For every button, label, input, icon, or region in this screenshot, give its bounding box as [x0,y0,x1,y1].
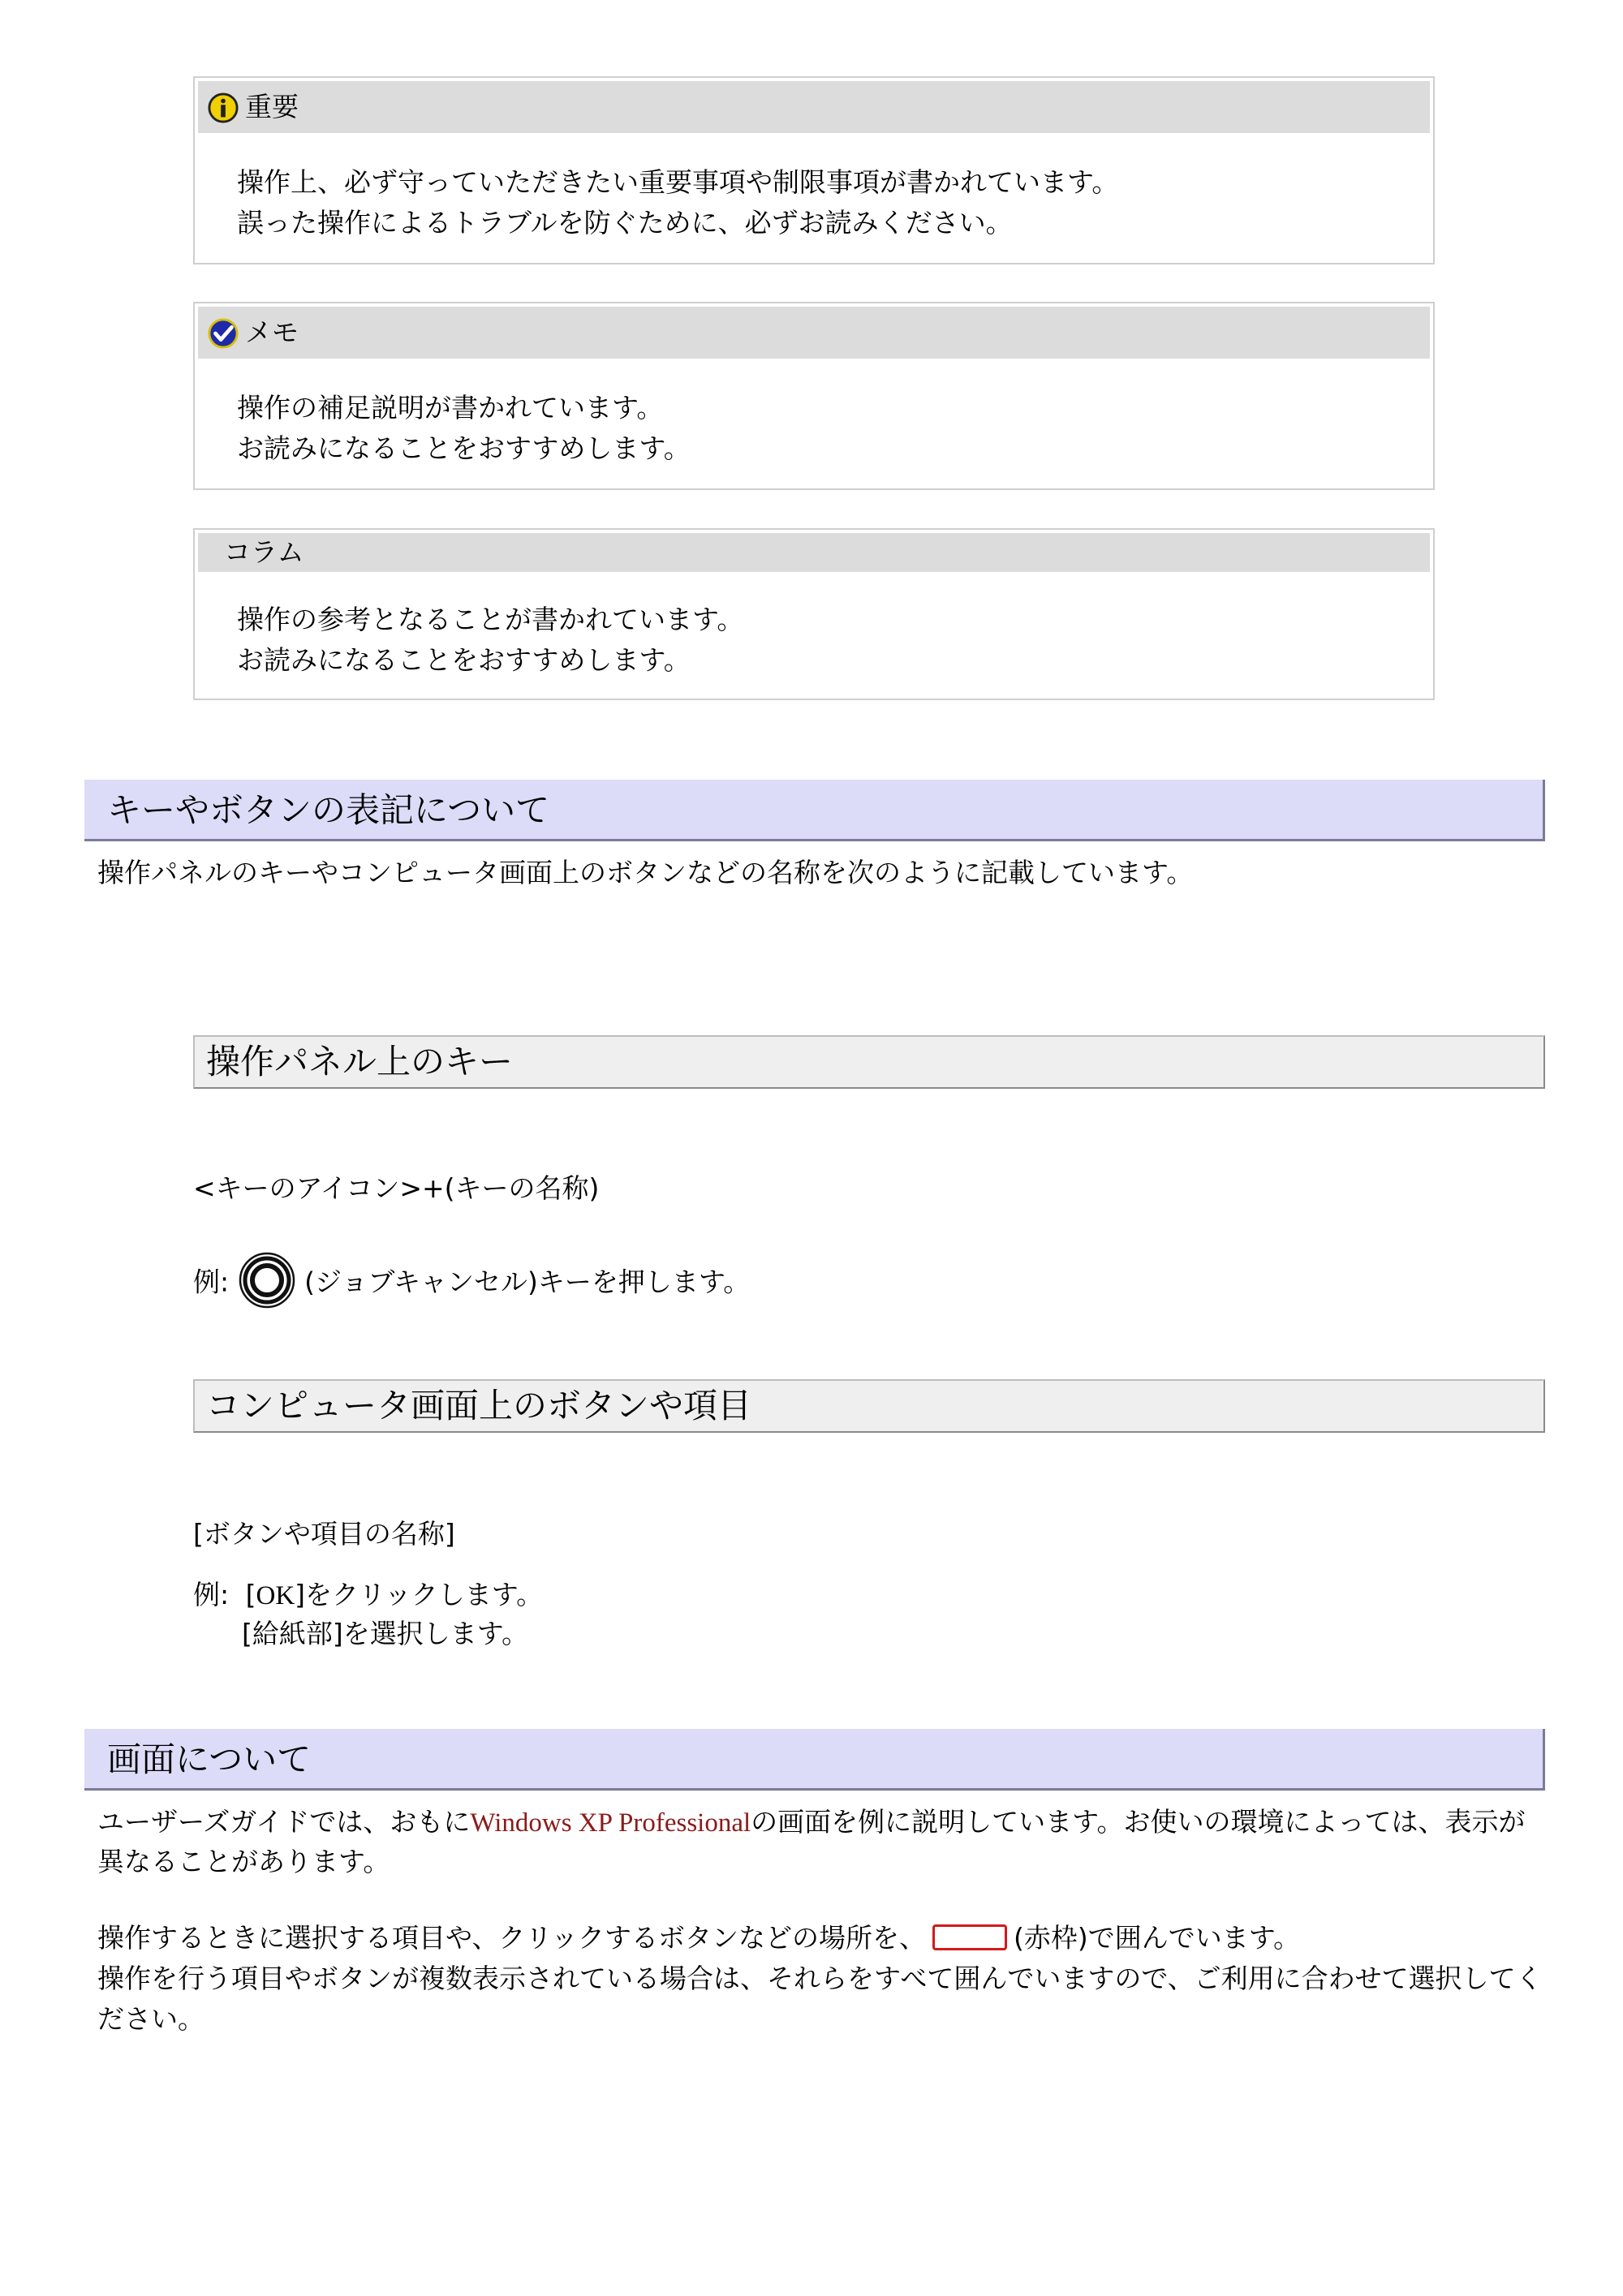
keys-section-heading [84,780,1545,841]
memo-note-title: メモ [245,316,299,348]
important-note [193,76,1435,264]
screen-section-p3: 操作を行う項目やボタンが複数表示されている場合は、それらをすべて囲んでいますので、ご利用に合わせて選択してく [97,1963,1543,1994]
column-note-title: コラム [224,536,304,568]
keys-section-intro: 操作パネルのキーやコンピュータ画面上のボタンなどの名称を次のように記載しています。 [97,857,1194,888]
screen-section-p1 [97,1802,1526,1843]
panel-keys-example-text: (ジョブキャンセル)キーを押します。 [304,1266,751,1298]
p2-text-b: (赤枠)で囲んでいます。 [1014,1922,1301,1954]
example-bracket-open: [ [245,1579,256,1610]
screen-buttons-heading [193,1379,1545,1433]
memo-note [193,302,1435,490]
screen-section-p2 [97,1918,1300,1958]
important-note-title: 重要 [245,91,299,123]
important-note-line: 操作上、必ず守っていただきたい重要事項や制限事項が書かれています。 [237,166,1119,198]
column-note [193,528,1435,700]
stop-key-icon [238,1251,296,1309]
important-note-line: 誤った操作によるトラブルを防ぐために、必ずお読みください。 [237,207,1013,239]
example-prefix: 例: [193,1266,230,1298]
panel-keys-heading [193,1035,1545,1089]
column-note-line: お読みになることをおすすめします。 [237,644,691,676]
important-note-header [198,81,1430,133]
panel-keys-example [193,1254,750,1313]
screen-buttons-example-1 [193,1575,543,1616]
screen-section-title: 画面について [107,1739,312,1779]
panel-keys-title: 操作パネル上のキー [206,1042,514,1081]
panel-keys-format: <キーのアイコン>+(キーの名称) [193,1172,600,1204]
keys-section-title: キーやボタンの表記について [107,790,550,830]
check-icon [208,318,239,349]
p1-text-a: ユーザーズガイドでは、おもに [97,1806,471,1838]
memo-note-header [198,307,1430,359]
info-icon [208,92,239,123]
ok-label: OK [256,1581,295,1610]
os-name: Windows XP Professional [470,1808,751,1838]
screen-buttons-example-2: [給紙部]を選択します。 [242,1618,529,1649]
important-note-body [237,162,1118,243]
example-prefix: 例: [193,1579,230,1610]
memo-note-line: 操作の補足説明が書かれています。 [237,392,664,424]
screen-buttons-format: [ボタンや項目の名称] [193,1518,455,1550]
screen-section-p1-cont: 異なることがあります。 [97,1846,390,1877]
column-note-header [198,533,1430,572]
column-note-line: 操作の参考となることが書かれています。 [237,604,744,635]
memo-note-line: お読みになることをおすすめします。 [237,432,691,464]
example-1-rest: ]をクリックします。 [295,1579,544,1610]
screen-section-heading [84,1729,1545,1791]
screen-section-p3-cont: ださい。 [97,2003,204,2035]
memo-note-body [237,388,691,469]
p2-text-a: 操作するときに選択する項目や、クリックするボタンなどの場所を、 [97,1922,927,1954]
column-note-body [237,600,743,681]
red-frame-sample [932,1924,1007,1950]
screen-buttons-title: コンピュータ画面上のボタンや項目 [206,1386,752,1425]
p1-text-b: の画面を例に説明しています。お使いの環境によっては、表示が [751,1806,1526,1838]
